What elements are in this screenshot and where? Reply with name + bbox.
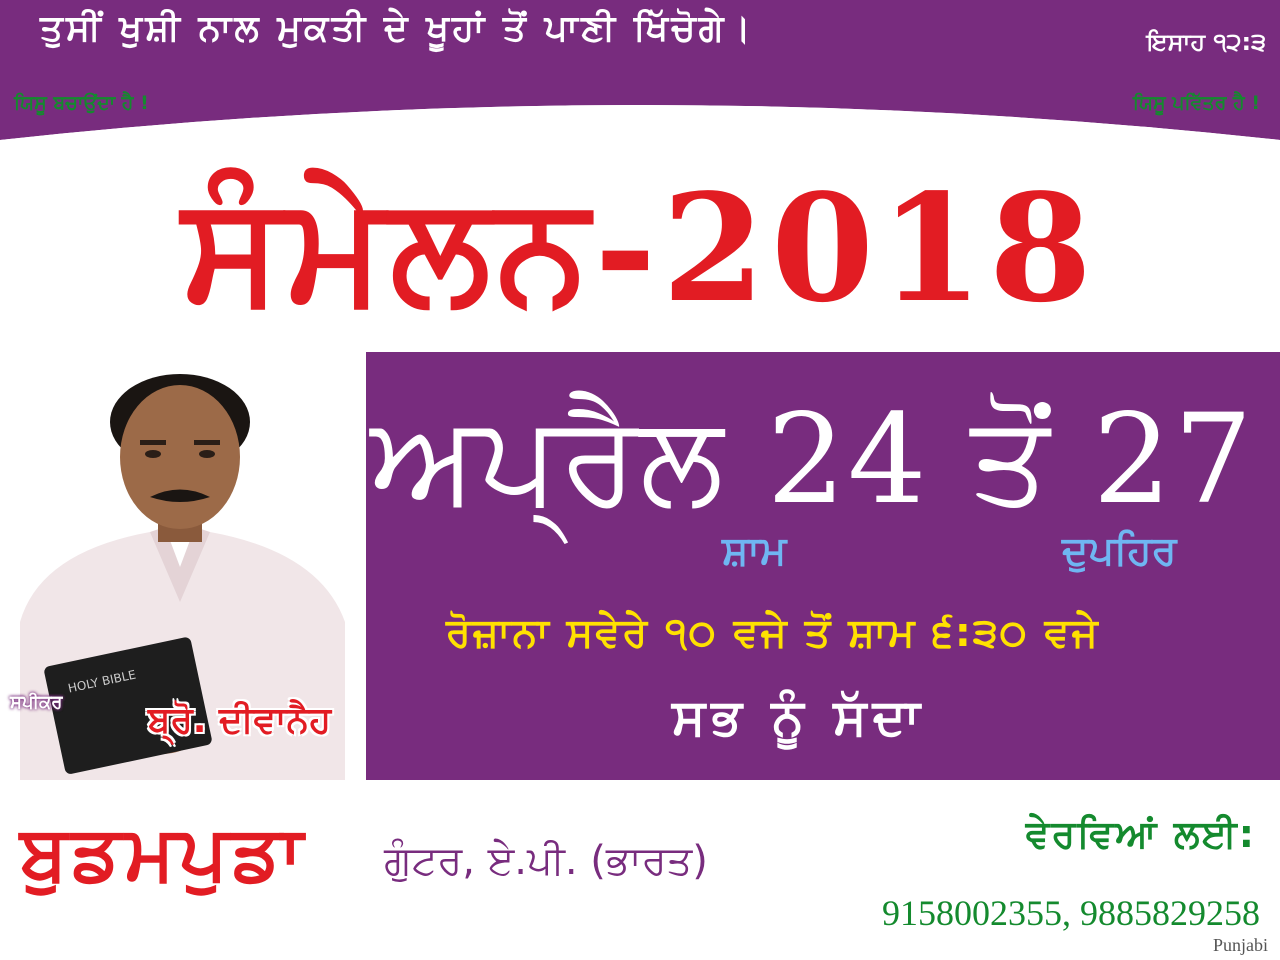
- daily-timing: ਰੋਜ਼ਾਨਾ ਸਵੇਰੇ ੧੦ ਵਜੇ ਤੋਂ ਸ਼ਾਮ ੬:੩੦ ਵਜੇ: [446, 610, 1100, 656]
- bible-book-text: HOLY BIBLE: [66, 667, 138, 696]
- slogan-left: ਯਿਸੂ ਬਚਾਉਂਦਾ ਹੈ !: [14, 92, 149, 114]
- event-dates: ਅਪ੍ਰੈਲ 24 ਤੋਂ 27: [370, 388, 1255, 532]
- language-tag: Punjabi: [1212, 935, 1268, 955]
- event-title: ਸੰਮੇਲਨ-2018: [182, 161, 1098, 335]
- end-time-note: ਦੁਪਹਿਰ: [1062, 528, 1177, 574]
- contact-phones: 9158002355, 9885829258: [882, 893, 1260, 933]
- contact-label: ਵੇਰਵਿਆਂ ਲਈ:: [1025, 812, 1256, 856]
- verse-reference: ਇਸਾਹ ੧੨:੩: [1146, 28, 1266, 56]
- invitation-text: ਸਭ ਨੂੰ ਸੱਦਾ: [672, 688, 926, 746]
- slogan-right: ਯਿਸੂ ਪਵਿੱਤਰ ਹੈ !: [1132, 92, 1260, 114]
- venue-place: ਬੁਡਮਪੁਡਾ: [20, 808, 307, 897]
- speaker-name: ਬ੍ਰੋ. ਦੀਵਾਨੈਹ: [148, 700, 332, 741]
- start-time-note: ਸ਼ਾਮ: [722, 528, 787, 574]
- bible-verse: ਤੁਸੀਂ ਖੁਸ਼ੀ ਨਾਲ ਮੁਕਤੀ ਦੇ ਖੂਹਾਂ ਤੋਂ ਪਾਣੀ ਖਿੱਚੋਗੇ।: [40, 8, 754, 49]
- speaker-label: ਸਪੀਕਰ: [10, 692, 63, 713]
- venue-region: ਗੁੰਟਰ, ਏ.ਪੀ. (ਭਾਰਤ): [384, 838, 708, 884]
- header-band: [0, 0, 1280, 160]
